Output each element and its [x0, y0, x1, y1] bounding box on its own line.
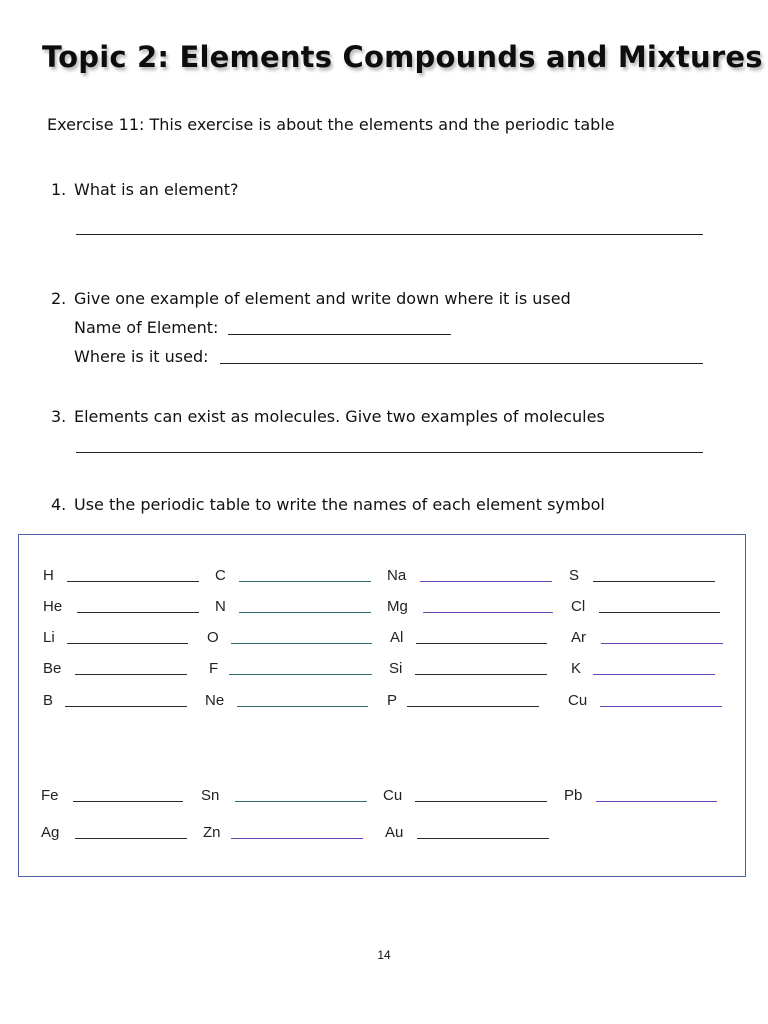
- answer-line[interactable]: [73, 801, 183, 802]
- element-symbol: C: [215, 567, 226, 584]
- answer-line[interactable]: [76, 234, 703, 235]
- element-symbol: B: [43, 692, 54, 709]
- element-symbol: P: [387, 692, 398, 709]
- answer-line[interactable]: [415, 674, 547, 675]
- answer-line[interactable]: [235, 801, 367, 802]
- element-symbol: Cu: [568, 692, 588, 709]
- element-symbol: Be: [43, 660, 62, 677]
- answer-line[interactable]: [239, 581, 371, 582]
- element-symbol: F: [209, 660, 219, 677]
- answer-line[interactable]: [67, 643, 188, 644]
- answer-line[interactable]: [416, 643, 547, 644]
- where-used-line[interactable]: [220, 363, 703, 364]
- answer-line[interactable]: [75, 674, 187, 675]
- name-of-element-label: Name of Element:: [74, 318, 219, 337]
- answer-line[interactable]: [239, 612, 371, 613]
- element-symbol: S: [569, 567, 580, 584]
- answer-line[interactable]: [601, 643, 723, 644]
- answer-line[interactable]: [237, 706, 368, 707]
- element-symbol: He: [43, 598, 63, 615]
- element-symbol: Zn: [203, 824, 221, 841]
- answer-line[interactable]: [231, 643, 372, 644]
- answer-line[interactable]: [417, 838, 549, 839]
- element-symbols-box: [18, 534, 746, 877]
- element-symbol: Au: [385, 824, 404, 841]
- question-2: [51, 289, 571, 308]
- element-symbol: Li: [43, 629, 55, 646]
- element-symbol: O: [207, 629, 219, 646]
- name-of-element-row: [74, 318, 218, 337]
- answer-line[interactable]: [593, 674, 715, 675]
- element-symbol: Cl: [571, 598, 586, 615]
- question-4: [51, 495, 605, 514]
- question-number: 2.: [51, 289, 67, 308]
- element-symbol: Si: [389, 660, 403, 677]
- element-symbol: Fe: [41, 787, 59, 804]
- question-text: Give one example of element and write down where it is used: [74, 289, 571, 308]
- question-text: Elements can exist as molecules. Give two examples of molecules: [74, 407, 605, 426]
- element-symbol: Sn: [201, 787, 220, 804]
- answer-line[interactable]: [229, 674, 372, 675]
- answer-line[interactable]: [67, 581, 199, 582]
- where-used-label: Where is it used:: [74, 347, 209, 366]
- element-symbol: K: [571, 660, 582, 677]
- name-of-element-line[interactable]: [228, 334, 451, 335]
- answer-line[interactable]: [75, 838, 187, 839]
- question-1: [51, 180, 239, 199]
- element-symbol: Na: [387, 567, 407, 584]
- element-symbol: N: [215, 598, 226, 615]
- answer-line[interactable]: [77, 612, 199, 613]
- element-symbol: Ag: [41, 824, 60, 841]
- answer-line[interactable]: [420, 581, 552, 582]
- answer-line[interactable]: [415, 801, 547, 802]
- question-number: 4.: [51, 495, 67, 514]
- page-number: 14: [377, 948, 391, 962]
- element-symbol: Cu: [383, 787, 403, 804]
- answer-line[interactable]: [593, 581, 715, 582]
- element-symbol: Mg: [387, 598, 408, 615]
- page-title: Topic 2: Elements Compounds and Mixtures: [42, 40, 763, 74]
- question-number: 1.: [51, 180, 67, 199]
- where-used-row: [74, 347, 209, 366]
- element-symbol: Ar: [571, 629, 586, 646]
- answer-line[interactable]: [231, 838, 363, 839]
- question-3: [51, 407, 605, 426]
- answer-line[interactable]: [596, 801, 717, 802]
- answer-line[interactable]: [407, 706, 539, 707]
- exercise-heading: Exercise 11: This exercise is about the elements and the periodic table: [47, 115, 615, 134]
- element-symbol: Ne: [205, 692, 225, 709]
- answer-line[interactable]: [599, 612, 720, 613]
- question-number: 3.: [51, 407, 67, 426]
- element-symbol: H: [43, 567, 54, 584]
- answer-line[interactable]: [600, 706, 722, 707]
- question-text: Use the periodic table to write the names of each element symbol: [74, 495, 605, 514]
- answer-line[interactable]: [76, 452, 703, 453]
- answer-line[interactable]: [423, 612, 553, 613]
- element-symbol: Al: [390, 629, 404, 646]
- answer-line[interactable]: [65, 706, 187, 707]
- element-symbol: Pb: [564, 787, 583, 804]
- question-text: What is an element?: [74, 180, 239, 199]
